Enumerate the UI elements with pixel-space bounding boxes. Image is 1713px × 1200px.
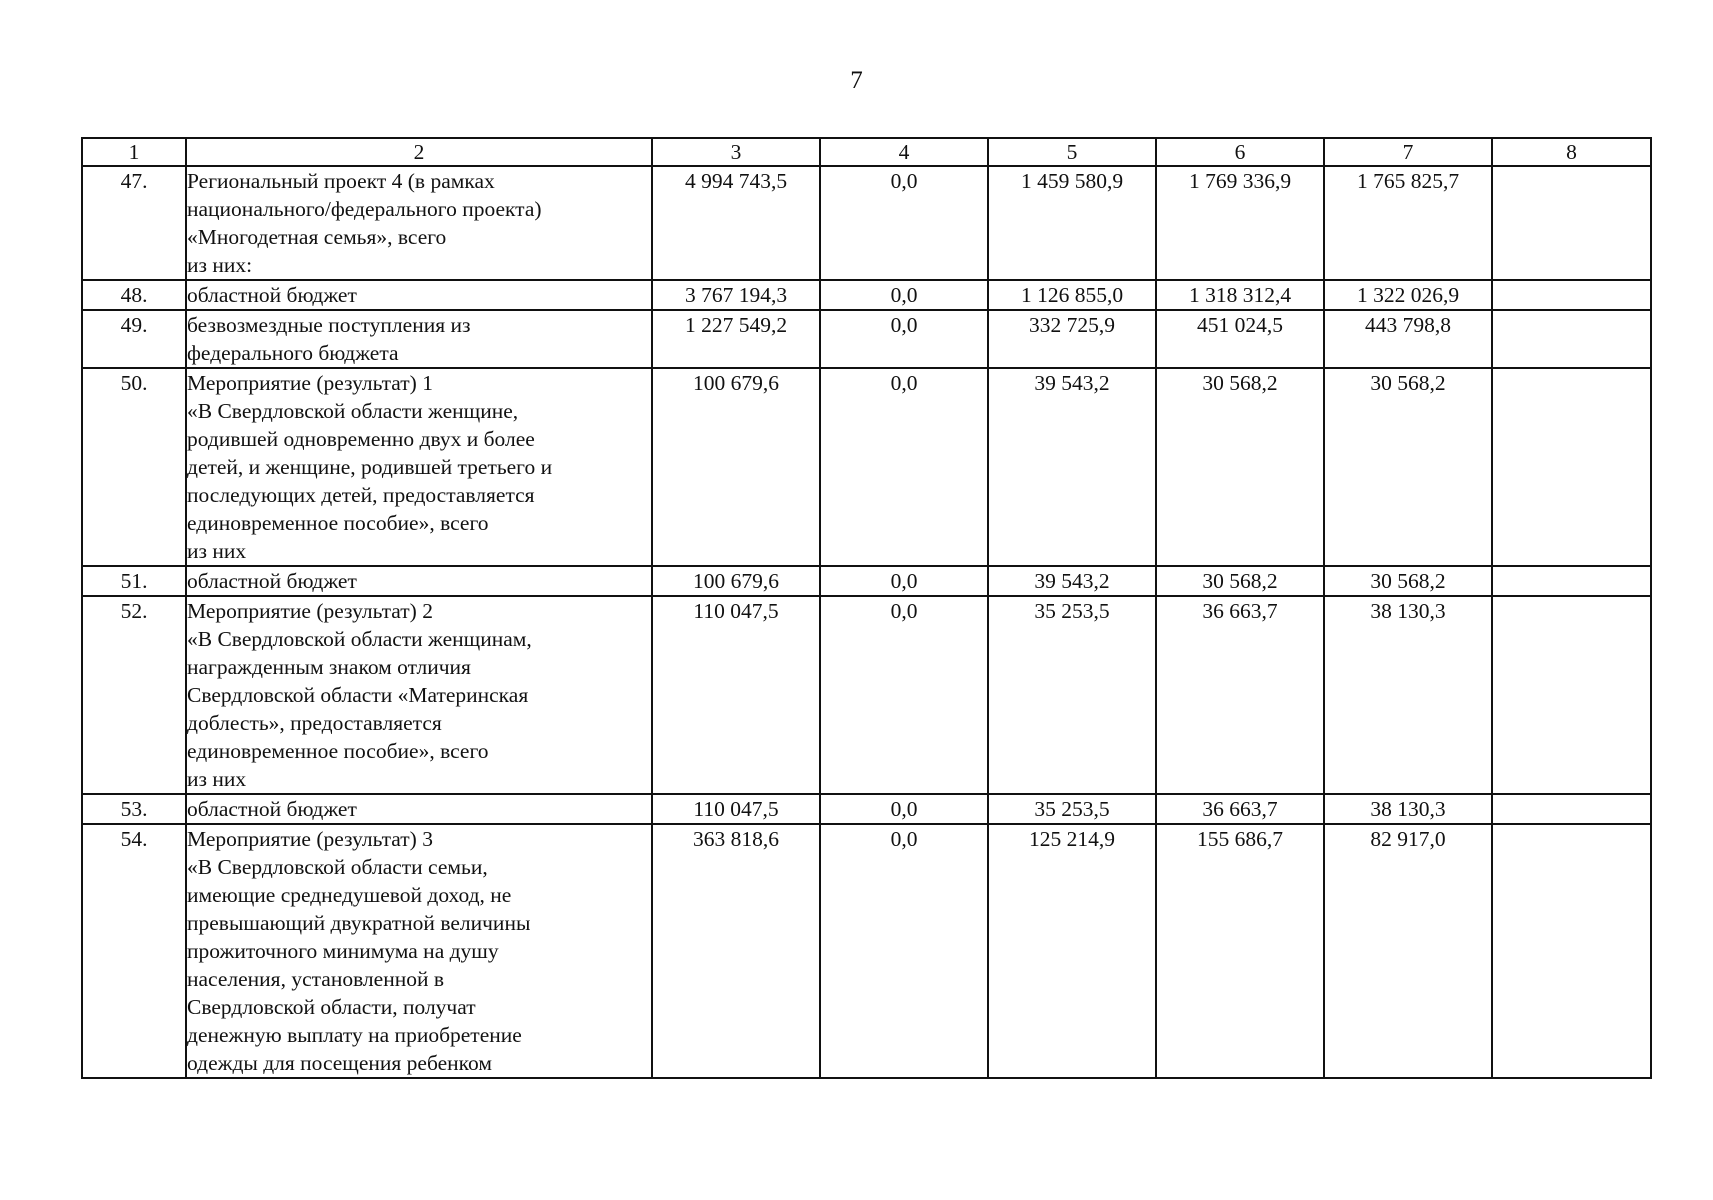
col4-value-cell: 0,0 <box>820 824 988 1078</box>
header-cell-8: 8 <box>1492 138 1651 166</box>
row-number-cell: 54. <box>82 824 186 1078</box>
row-number-cell: 50. <box>82 368 186 566</box>
col6-value-cell: 451 024,5 <box>1156 310 1324 368</box>
col6-value-cell: 36 663,7 <box>1156 794 1324 824</box>
row-number-cell: 51. <box>82 566 186 596</box>
row-description-cell: безвозмездные поступления из федерального бюджета <box>186 310 652 368</box>
table-header-row <box>82 138 1651 166</box>
col7-value-cell: 30 568,2 <box>1324 566 1492 596</box>
col5-value-cell: 35 253,5 <box>988 794 1156 824</box>
col8-value-cell <box>1492 310 1651 368</box>
col6-value-cell: 1 769 336,9 <box>1156 166 1324 280</box>
row-number-cell: 49. <box>82 310 186 368</box>
header-cell-3: 3 <box>652 138 820 166</box>
col3-value-cell: 1 227 549,2 <box>652 310 820 368</box>
table-row <box>82 596 1651 794</box>
col6-value-cell: 155 686,7 <box>1156 824 1324 1078</box>
row-description-cell: Региональный проект 4 (в рамках национального/федерального проекта) «Многодетная семья», всего из них: <box>186 166 652 280</box>
header-cell-7: 7 <box>1324 138 1492 166</box>
table-row <box>82 566 1651 596</box>
col5-value-cell: 1 459 580,9 <box>988 166 1156 280</box>
table-row <box>82 166 1651 280</box>
col3-value-cell: 363 818,6 <box>652 824 820 1078</box>
col5-value-cell: 39 543,2 <box>988 368 1156 566</box>
table-row <box>82 794 1651 824</box>
header-cell-6: 6 <box>1156 138 1324 166</box>
col4-value-cell: 0,0 <box>820 566 988 596</box>
col5-value-cell: 125 214,9 <box>988 824 1156 1078</box>
col8-value-cell <box>1492 824 1651 1078</box>
col4-value-cell: 0,0 <box>820 794 988 824</box>
col6-value-cell: 30 568,2 <box>1156 368 1324 566</box>
row-description-cell: Мероприятие (результат) 2 «В Свердловской области женщинам, награжденным знаком отличия Свердловской области «Материнская доблесть», предоставляется единовременное пособие», всего из них <box>186 596 652 794</box>
table-row <box>82 310 1651 368</box>
col6-value-cell: 1 318 312,4 <box>1156 280 1324 310</box>
col3-value-cell: 100 679,6 <box>652 566 820 596</box>
budget-table <box>81 137 1652 1079</box>
col7-value-cell: 1 322 026,9 <box>1324 280 1492 310</box>
col7-value-cell: 30 568,2 <box>1324 368 1492 566</box>
col4-value-cell: 0,0 <box>820 280 988 310</box>
header-cell-2: 2 <box>186 138 652 166</box>
table-row <box>82 280 1651 310</box>
page-number: 7 <box>850 67 863 94</box>
row-description-cell: областной бюджет <box>186 280 652 310</box>
row-description-cell: Мероприятие (результат) 3 «В Свердловской области семьи, имеющие среднедушевой доход, не превышающий двукратной величины прожиточного минимума на душу населения, установленной в Свердловской области, получат денежную выплату на приобретение одежды для посещения ребенком <box>186 824 652 1078</box>
col8-value-cell <box>1492 794 1651 824</box>
col3-value-cell: 100 679,6 <box>652 368 820 566</box>
table-row <box>82 368 1651 566</box>
col6-value-cell: 36 663,7 <box>1156 596 1324 794</box>
col3-value-cell: 110 047,5 <box>652 794 820 824</box>
col8-value-cell <box>1492 596 1651 794</box>
row-number-cell: 52. <box>82 596 186 794</box>
row-number-cell: 47. <box>82 166 186 280</box>
header-cell-1: 1 <box>82 138 186 166</box>
row-number-cell: 48. <box>82 280 186 310</box>
col5-value-cell: 332 725,9 <box>988 310 1156 368</box>
col8-value-cell <box>1492 166 1651 280</box>
col7-value-cell: 443 798,8 <box>1324 310 1492 368</box>
row-description-cell: Мероприятие (результат) 1 «В Свердловской области женщине, родившей одновременно двух и более детей, и женщине, родившей третьего и последующих детей, предоставляется единовременное пособие», всего из них <box>186 368 652 566</box>
col5-value-cell: 35 253,5 <box>988 596 1156 794</box>
col4-value-cell: 0,0 <box>820 368 988 566</box>
col8-value-cell <box>1492 566 1651 596</box>
col8-value-cell <box>1492 280 1651 310</box>
table-row <box>82 824 1651 1078</box>
col4-value-cell: 0,0 <box>820 166 988 280</box>
col3-value-cell: 110 047,5 <box>652 596 820 794</box>
col7-value-cell: 82 917,0 <box>1324 824 1492 1078</box>
col4-value-cell: 0,0 <box>820 596 988 794</box>
col3-value-cell: 3 767 194,3 <box>652 280 820 310</box>
col5-value-cell: 1 126 855,0 <box>988 280 1156 310</box>
col8-value-cell <box>1492 368 1651 566</box>
row-description-cell: областной бюджет <box>186 566 652 596</box>
row-number-cell: 53. <box>82 794 186 824</box>
col6-value-cell: 30 568,2 <box>1156 566 1324 596</box>
col7-value-cell: 38 130,3 <box>1324 794 1492 824</box>
col7-value-cell: 38 130,3 <box>1324 596 1492 794</box>
header-cell-5: 5 <box>988 138 1156 166</box>
header-cell-4: 4 <box>820 138 988 166</box>
col7-value-cell: 1 765 825,7 <box>1324 166 1492 280</box>
col4-value-cell: 0,0 <box>820 310 988 368</box>
col3-value-cell: 4 994 743,5 <box>652 166 820 280</box>
row-description-cell: областной бюджет <box>186 794 652 824</box>
col5-value-cell: 39 543,2 <box>988 566 1156 596</box>
